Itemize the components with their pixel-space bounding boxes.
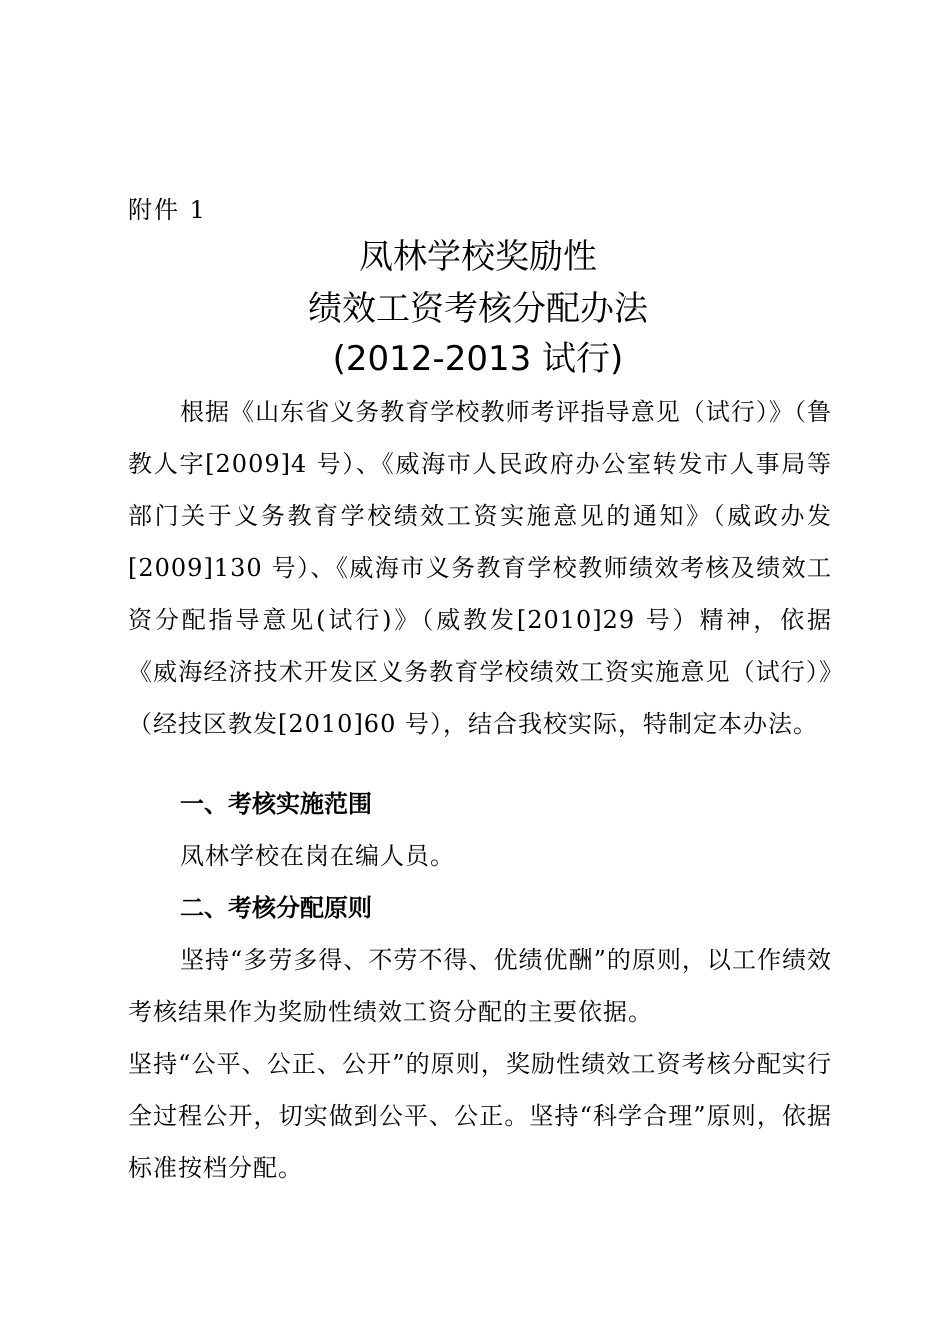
section-2-paragraph-2: 坚持“公平、公正、公开”的原则，奖励性绩效工资考核分配实行全过程公开，切实做到公平、公正。坚持“科学合理”原则，依据标准按档分配。 — [128, 1050, 832, 1182]
document-title-line-1: 凤林学校奖励性 — [359, 237, 597, 277]
section-1-text: 凤林学校在岗在编人员。 — [180, 842, 455, 870]
section-1-heading: 一、考核实施范围 — [180, 790, 372, 818]
document-title-line-2: 绩效工资考核分配办法 — [308, 289, 648, 329]
document-title-line-3: (2012-2013 试行) — [332, 339, 624, 379]
section-2-paragraph-1: 坚持“多劳多得、不劳不得、优绩优酬”的原则，以工作绩效考核结果作为奖励性绩效工资分配的主要依据。 — [128, 946, 832, 1026]
section-2-heading: 二、考核分配原则 — [180, 894, 372, 922]
intro-paragraph: 根据《山东省义务教育学校教师考评指导意见（试行）》（鲁教人字[2009]4 号）、《威海市人民政府办公室转发市人事局等部门关于义务教育学校绩效工资实施意见的通知》（威政办发[2009]130 号）、《威海市义务教育学校教师绩效考核及绩效工资分配指导意见(试行)》（威教发[2010]29 号）精神，依据《威海经济技术开发区义务教育学校绩效工资实施意见（试行）》（经技区教发[2010]60 号），结合我校实际，特制定本办法。 — [128, 398, 832, 738]
attachment-label: 附件 1 — [128, 196, 207, 224]
